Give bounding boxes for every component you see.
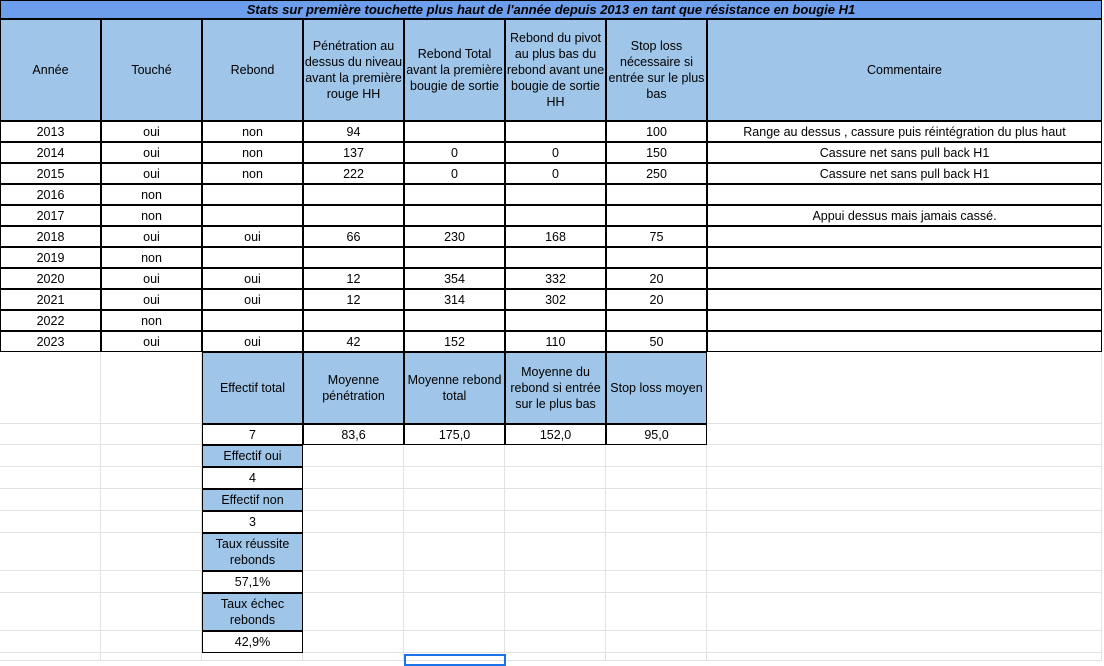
empty-cell[interactable] — [606, 533, 707, 571]
table-cell[interactable]: oui — [101, 142, 202, 163]
table-cell[interactable]: 332 — [505, 268, 606, 289]
empty-cell[interactable] — [404, 631, 505, 653]
table-cell[interactable]: 50 — [606, 331, 707, 352]
summary-value[interactable]: 83,6 — [303, 424, 404, 445]
empty-cell[interactable] — [101, 533, 202, 571]
table-cell[interactable]: 302 — [505, 289, 606, 310]
empty-cell[interactable] — [404, 571, 505, 593]
empty-cell[interactable] — [606, 571, 707, 593]
table-cell[interactable] — [505, 205, 606, 226]
table-cell[interactable]: oui — [101, 289, 202, 310]
table-cell[interactable]: 42 — [303, 331, 404, 352]
empty-cell[interactable] — [505, 533, 606, 571]
table-cell[interactable] — [606, 184, 707, 205]
table-cell[interactable]: 2017 — [0, 205, 101, 226]
table-cell[interactable]: 20 — [606, 289, 707, 310]
empty-cell[interactable] — [303, 467, 404, 489]
empty-cell[interactable] — [404, 511, 505, 533]
table-cell[interactable]: 2014 — [0, 142, 101, 163]
empty-cell[interactable] — [707, 489, 1102, 511]
empty-cell[interactable] — [606, 489, 707, 511]
empty-cell[interactable] — [0, 533, 101, 571]
empty-cell[interactable] — [606, 631, 707, 653]
empty-cell[interactable] — [606, 593, 707, 631]
empty-cell[interactable] — [0, 631, 101, 653]
empty-cell[interactable] — [505, 467, 606, 489]
table-cell[interactable]: 2021 — [0, 289, 101, 310]
empty-cell[interactable] — [707, 631, 1102, 653]
table-cell[interactable]: 2019 — [0, 247, 101, 268]
summary-value[interactable]: 7 — [202, 424, 303, 445]
stat-value[interactable]: 42,9% — [202, 631, 303, 653]
empty-cell[interactable] — [707, 445, 1102, 467]
empty-cell[interactable] — [707, 593, 1102, 631]
empty-cell[interactable] — [505, 631, 606, 653]
empty-cell[interactable] — [606, 467, 707, 489]
table-cell[interactable]: 314 — [404, 289, 505, 310]
table-cell[interactable]: 75 — [606, 226, 707, 247]
table-cell[interactable]: oui — [101, 331, 202, 352]
column-header[interactable]: Commentaire — [707, 19, 1102, 121]
table-cell[interactable]: 2020 — [0, 268, 101, 289]
stat-label[interactable]: Effectif non — [202, 489, 303, 511]
column-header[interactable]: Rebond Total avant la première bougie de sortie — [404, 19, 505, 121]
empty-cell[interactable] — [707, 653, 1102, 661]
table-cell[interactable]: oui — [101, 163, 202, 184]
table-cell[interactable] — [707, 247, 1102, 268]
empty-cell[interactable] — [0, 445, 101, 467]
table-cell[interactable]: 2022 — [0, 310, 101, 331]
empty-cell[interactable] — [404, 445, 505, 467]
table-cell[interactable] — [303, 310, 404, 331]
table-cell[interactable]: non — [101, 205, 202, 226]
column-header[interactable]: Rebond — [202, 19, 303, 121]
table-cell[interactable] — [606, 247, 707, 268]
table-cell[interactable]: non — [101, 184, 202, 205]
empty-cell[interactable] — [505, 511, 606, 533]
table-cell[interactable] — [404, 205, 505, 226]
table-cell[interactable]: 12 — [303, 289, 404, 310]
table-cell[interactable]: 0 — [404, 142, 505, 163]
empty-cell[interactable] — [505, 445, 606, 467]
table-cell[interactable]: oui — [202, 268, 303, 289]
table-cell[interactable] — [606, 310, 707, 331]
empty-cell[interactable] — [505, 593, 606, 631]
empty-cell[interactable] — [606, 653, 707, 661]
empty-cell[interactable] — [303, 533, 404, 571]
empty-cell[interactable] — [303, 631, 404, 653]
empty-cell[interactable] — [0, 352, 101, 424]
stat-label[interactable]: Effectif oui — [202, 445, 303, 467]
empty-cell[interactable] — [101, 352, 202, 424]
empty-cell[interactable] — [101, 511, 202, 533]
empty-cell[interactable] — [404, 467, 505, 489]
table-cell[interactable]: oui — [101, 268, 202, 289]
table-cell[interactable] — [404, 121, 505, 142]
summary-value[interactable]: 175,0 — [404, 424, 505, 445]
empty-cell[interactable] — [505, 571, 606, 593]
empty-cell[interactable] — [101, 445, 202, 467]
summary-label[interactable]: Moyenne du rebond si entrée sur le plus bas — [505, 352, 606, 424]
summary-label[interactable]: Stop loss moyen — [606, 352, 707, 424]
table-cell[interactable] — [707, 310, 1102, 331]
empty-cell[interactable] — [707, 467, 1102, 489]
stat-value[interactable]: 4 — [202, 467, 303, 489]
table-cell[interactable] — [404, 247, 505, 268]
table-cell[interactable]: 168 — [505, 226, 606, 247]
table-cell[interactable]: 230 — [404, 226, 505, 247]
column-header[interactable]: Stop loss nécessaire si entrée sur le plus bas — [606, 19, 707, 121]
empty-cell[interactable] — [707, 571, 1102, 593]
selected-cell[interactable] — [404, 654, 506, 666]
table-cell[interactable]: oui — [202, 226, 303, 247]
table-cell[interactable]: oui — [101, 226, 202, 247]
table-cell[interactable]: 137 — [303, 142, 404, 163]
table-cell[interactable]: oui — [202, 331, 303, 352]
table-cell[interactable] — [505, 121, 606, 142]
table-cell[interactable]: 222 — [303, 163, 404, 184]
stat-label[interactable]: Taux échec rebonds — [202, 593, 303, 631]
empty-cell[interactable] — [505, 653, 606, 661]
table-cell[interactable] — [707, 289, 1102, 310]
table-cell[interactable]: oui — [202, 289, 303, 310]
summary-value[interactable]: 152,0 — [505, 424, 606, 445]
table-cell[interactable]: oui — [101, 121, 202, 142]
empty-cell[interactable] — [303, 445, 404, 467]
table-cell[interactable]: non — [202, 121, 303, 142]
summary-label[interactable]: Moyenne pénétration — [303, 352, 404, 424]
table-cell[interactable] — [505, 247, 606, 268]
empty-cell[interactable] — [0, 467, 101, 489]
table-cell[interactable]: 94 — [303, 121, 404, 142]
table-cell[interactable] — [202, 247, 303, 268]
empty-cell[interactable] — [101, 653, 202, 661]
table-cell[interactable] — [606, 205, 707, 226]
table-cell[interactable]: 0 — [505, 142, 606, 163]
table-cell[interactable]: 150 — [606, 142, 707, 163]
table-cell[interactable] — [707, 268, 1102, 289]
table-cell[interactable]: 2018 — [0, 226, 101, 247]
summary-label[interactable]: Moyenne rebond total — [404, 352, 505, 424]
table-cell[interactable]: 2023 — [0, 331, 101, 352]
table-cell[interactable]: Range au dessus , cassure puis réintégration du plus haut — [707, 121, 1102, 142]
summary-value[interactable]: 95,0 — [606, 424, 707, 445]
empty-cell[interactable] — [606, 511, 707, 533]
empty-cell[interactable] — [0, 593, 101, 631]
table-cell[interactable]: 152 — [404, 331, 505, 352]
table-cell[interactable]: 110 — [505, 331, 606, 352]
table-cell[interactable]: 100 — [606, 121, 707, 142]
empty-cell[interactable] — [0, 424, 101, 445]
table-cell[interactable] — [202, 184, 303, 205]
table-cell[interactable]: 12 — [303, 268, 404, 289]
table-cell[interactable]: non — [202, 142, 303, 163]
table-cell[interactable]: 354 — [404, 268, 505, 289]
table-cell[interactable] — [404, 310, 505, 331]
empty-cell[interactable] — [303, 653, 404, 661]
table-cell[interactable]: non — [101, 310, 202, 331]
table-cell[interactable] — [707, 226, 1102, 247]
column-header[interactable]: Rebond du pivot au plus bas du rebond avant une bougie de sortie HH — [505, 19, 606, 121]
table-cell[interactable] — [404, 184, 505, 205]
table-cell[interactable] — [202, 205, 303, 226]
empty-cell[interactable] — [707, 533, 1102, 571]
table-cell[interactable]: 20 — [606, 268, 707, 289]
table-cell[interactable] — [303, 184, 404, 205]
empty-cell[interactable] — [303, 593, 404, 631]
empty-cell[interactable] — [0, 653, 101, 661]
table-cell[interactable]: non — [101, 247, 202, 268]
table-cell[interactable]: non — [202, 163, 303, 184]
stat-value[interactable]: 57,1% — [202, 571, 303, 593]
table-cell[interactable]: 0 — [505, 163, 606, 184]
empty-cell[interactable] — [404, 489, 505, 511]
empty-cell[interactable] — [101, 571, 202, 593]
table-cell[interactable]: 0 — [404, 163, 505, 184]
stat-label[interactable]: Taux réussite rebonds — [202, 533, 303, 571]
table-cell[interactable] — [707, 331, 1102, 352]
table-cell[interactable]: 2015 — [0, 163, 101, 184]
empty-cell[interactable] — [707, 511, 1102, 533]
column-header[interactable]: Année — [0, 19, 101, 121]
empty-cell[interactable] — [0, 511, 101, 533]
summary-label[interactable]: Effectif total — [202, 352, 303, 424]
empty-cell[interactable] — [303, 571, 404, 593]
table-cell[interactable] — [303, 205, 404, 226]
table-cell[interactable] — [202, 310, 303, 331]
table-cell[interactable] — [505, 310, 606, 331]
empty-cell[interactable] — [404, 533, 505, 571]
column-header[interactable]: Pénétration au dessus du niveau avant la première rouge HH — [303, 19, 404, 121]
empty-cell[interactable] — [303, 511, 404, 533]
table-cell[interactable]: Appui dessus mais jamais cassé. — [707, 205, 1102, 226]
table-cell[interactable] — [505, 184, 606, 205]
empty-cell[interactable] — [707, 352, 1102, 424]
sheet-title[interactable]: Stats sur première touchette plus haut de l'année depuis 2013 en tant que résistance en bougie H1 — [0, 0, 1102, 19]
empty-cell[interactable] — [0, 571, 101, 593]
empty-cell[interactable] — [303, 489, 404, 511]
table-cell[interactable]: 250 — [606, 163, 707, 184]
table-cell[interactable]: 2016 — [0, 184, 101, 205]
stat-value[interactable]: 3 — [202, 511, 303, 533]
empty-cell[interactable] — [101, 467, 202, 489]
table-cell[interactable]: 2013 — [0, 121, 101, 142]
empty-cell[interactable] — [606, 445, 707, 467]
empty-cell[interactable] — [101, 593, 202, 631]
empty-cell[interactable] — [101, 489, 202, 511]
empty-cell[interactable] — [404, 593, 505, 631]
table-cell[interactable]: Cassure net sans pull back H1 — [707, 142, 1102, 163]
empty-cell[interactable] — [101, 631, 202, 653]
table-cell[interactable]: 66 — [303, 226, 404, 247]
table-cell[interactable] — [707, 184, 1102, 205]
table-cell[interactable]: Cassure net sans pull back H1 — [707, 163, 1102, 184]
empty-cell[interactable] — [505, 489, 606, 511]
empty-cell[interactable] — [101, 424, 202, 445]
empty-cell[interactable] — [202, 653, 303, 661]
empty-cell[interactable] — [707, 424, 1102, 445]
table-cell[interactable] — [303, 247, 404, 268]
column-header[interactable]: Touché — [101, 19, 202, 121]
empty-cell[interactable] — [0, 489, 101, 511]
